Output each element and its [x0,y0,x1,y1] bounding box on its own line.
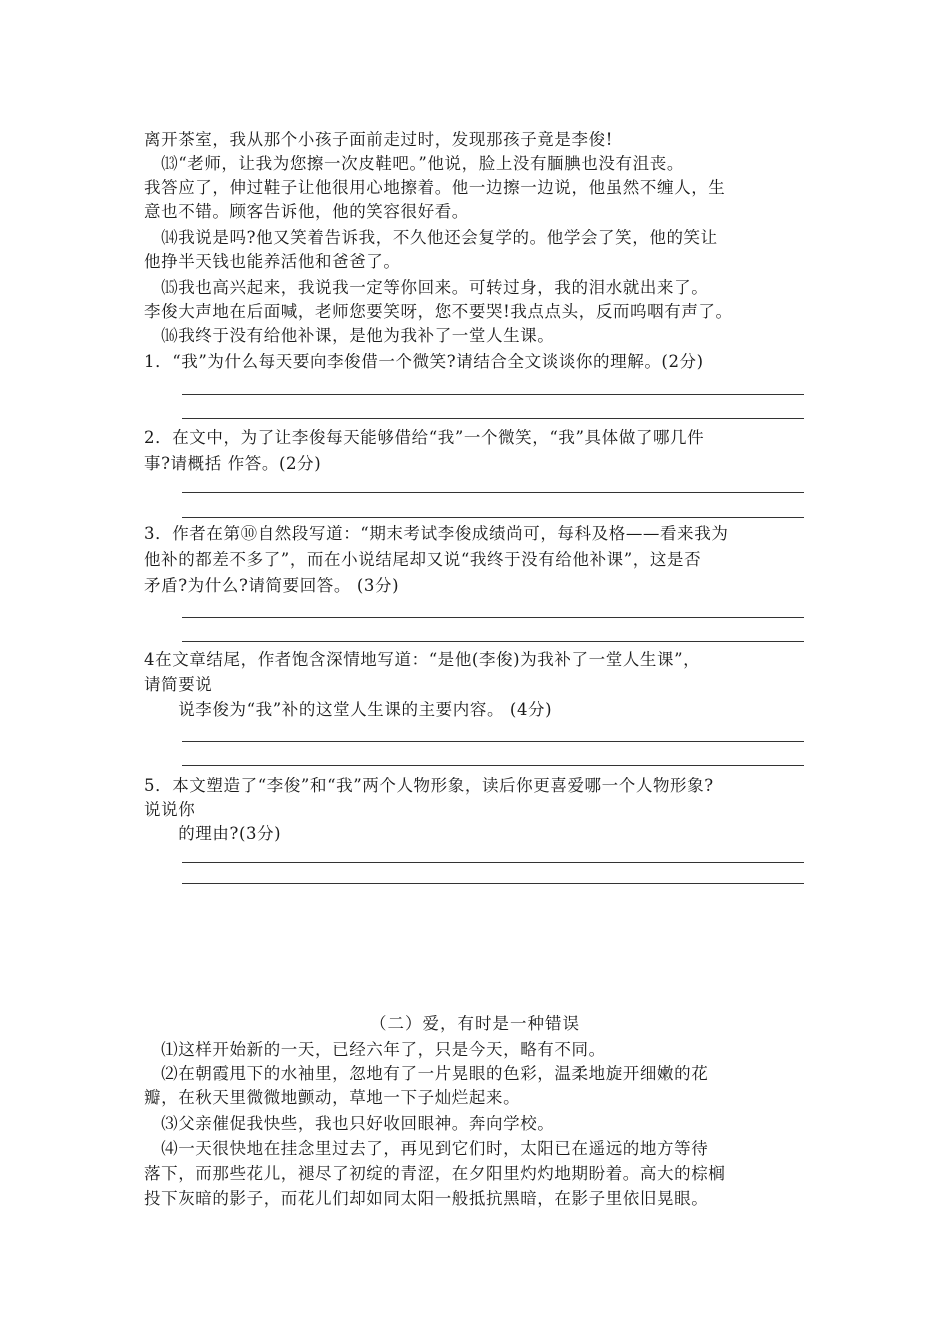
text-line: 他挣半天钱也能养活他和爸爸了。 [144,252,401,271]
text-line: ⑷一天很快地在挂念里过去了，再见到它们时，太阳已在遥远的地方等待 [144,1139,709,1158]
text-line: ⑵在朝霞甩下的水袖里，忽地有了一片晃眼的色彩，温柔地旋开细嫩的花 [144,1064,709,1083]
answer-line[interactable] [182,617,804,618]
text-line: ⒂我也高兴起来，我说我一定等你回来。可转过身，我的泪水就出来了。 [144,278,709,297]
text-line: 落下，而那些花儿，褪尽了初绽的青涩，在夕阳里灼灼地期盼着。高大的棕榈 [144,1164,726,1183]
answer-line[interactable] [182,418,804,419]
question-text: 请简要说 [144,675,213,694]
question-text: 矛盾?为什么?请简要回答。 (3分) [144,576,400,595]
answer-line[interactable] [182,765,804,766]
answer-line[interactable] [182,394,804,395]
answer-line[interactable] [182,883,804,884]
text-line: 李俊大声地在后面喊，老师您要笑呀，您不要哭!我点点头，反而呜咽有声了。 [144,302,733,321]
text-line: 意也不错。顾客告诉他，他的笑容很好看。 [144,202,469,221]
answer-line[interactable] [182,741,804,742]
text-line: 瓣，在秋天里微微地颤动，草地一下子灿烂起来。 [144,1088,521,1107]
text-line: 我答应了，伸过鞋子让他很用心地擦着。他一边擦一边说，他虽然不缠人，生 [144,178,726,197]
text-line: ⒀“老师，让我为您擦一次皮鞋吧。”他说，脸上没有腼腆也没有沮丧。 [144,154,684,173]
answer-line[interactable] [182,862,804,863]
question-text: 的理由?(3分) [144,824,282,843]
answer-line[interactable] [182,517,804,518]
question-text: 1．“我”为什么每天要向李俊借一个微笑?请结合全文谈谈你的理解。(2分) [144,352,704,371]
question-text: 说李俊为“我”补的这堂人生课的主要内容。 (4分) [144,700,553,719]
text-line: ⒃我终于没有给他补课，是他为我补了一堂人生课。 [144,326,555,345]
question-text: 事?请概括 作答。(2分) [144,454,322,473]
section-title: （二）爱，有时是一种错误 [370,1014,580,1033]
question-text: 5．本文塑造了“李俊”和“我”两个人物形象，读后你更喜爱哪一个人物形象? [144,776,714,795]
question-text: 他补的都差不多了”，而在小说结尾却又说“我终于没有给他补课”，这是否 [144,550,702,569]
text-line: 投下灰暗的影子，而花儿们却如同太阳一般抵抗黑暗，在影子里依旧晃眼。 [144,1189,709,1208]
question-text: 4在文章结尾，作者饱含深情地写道：“是他(李俊)为我补了一堂人生课”， [144,650,701,669]
text-line: ⑴这样开始新的一天，已经六年了，只是今天，略有不同。 [144,1040,606,1059]
text-line: 离开茶室，我从那个小孩子面前走过时，发现那孩子竟是李俊! [144,130,613,149]
question-text: 3．作者在第⑩自然段写道：“期末考试李俊成绩尚可，每科及格——看来我为 [144,524,729,543]
text-line: ⒁我说是吗?他又笑着告诉我，不久他还会复学的。他学会了笑，他的笑让 [144,228,718,247]
question-text: 2．在文中，为了让李俊每天能够借给“我”一个微笑，“我”具体做了哪几件 [144,428,705,447]
answer-line[interactable] [182,641,804,642]
question-text: 说说你 [144,800,196,819]
text-line: ⑶父亲催促我快些，我也只好收回眼神。奔向学校。 [144,1114,555,1133]
answer-line[interactable] [182,492,804,493]
